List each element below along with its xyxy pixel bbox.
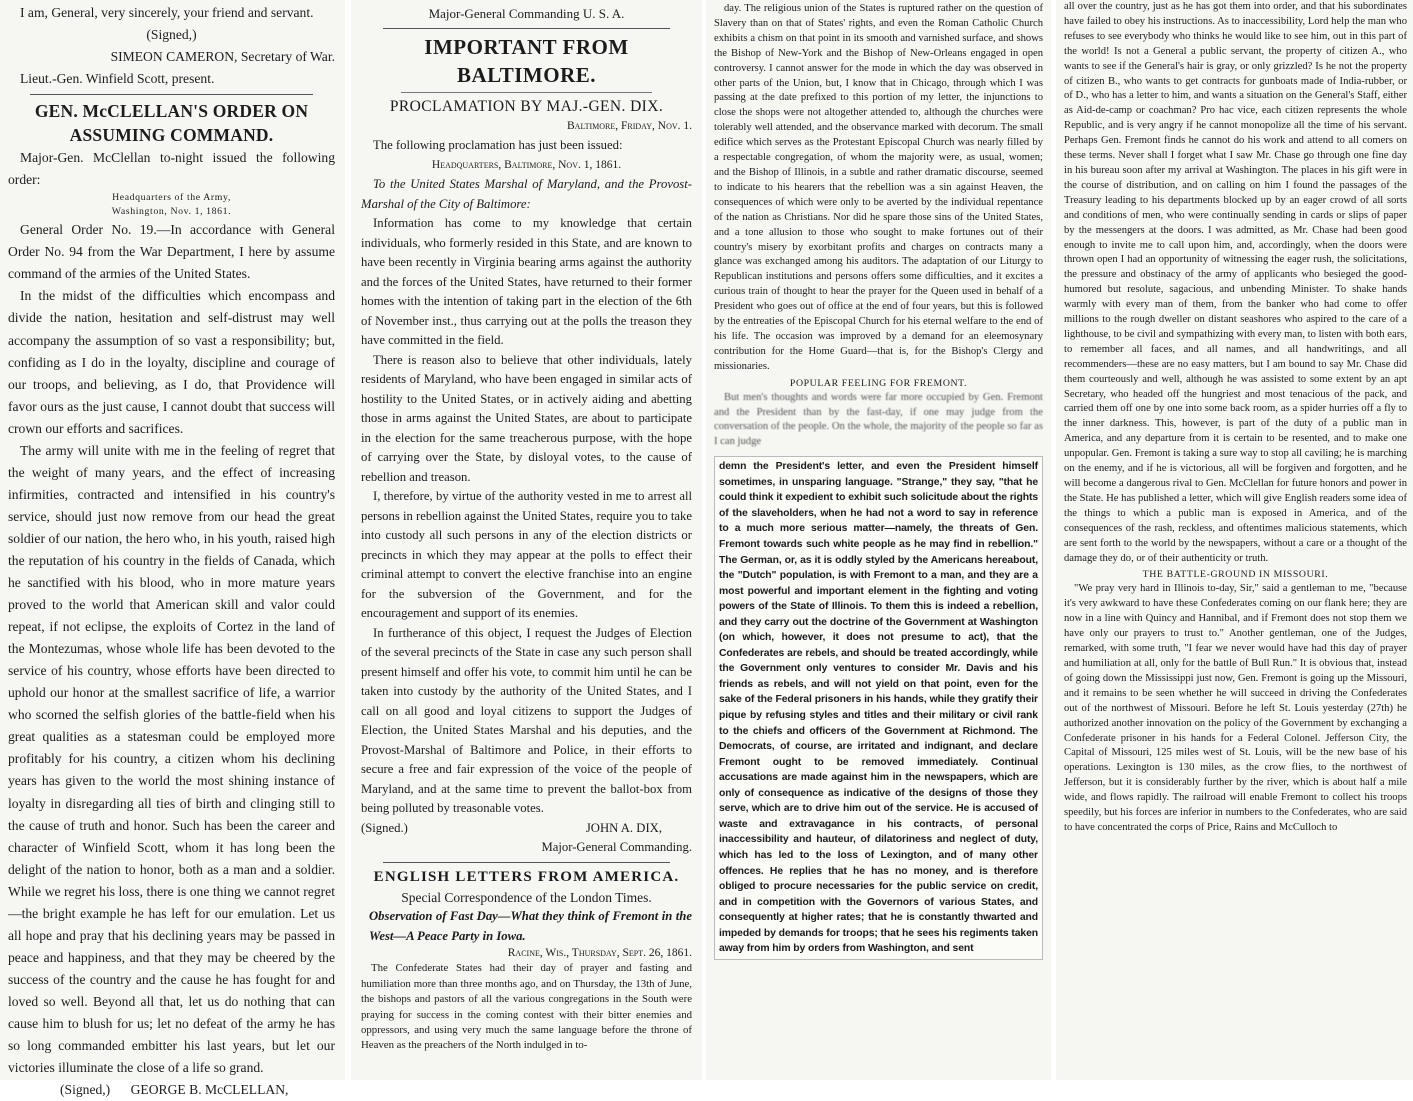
fremont-paragraph: demn the President's letter, and even the President himself sometimes, in unsparing language. "Strange," they say, "that he could think it expedient to exhibit such solicitude about the rights of the slaveholders, when he had not a word to say in reference to a much more serious matter—namely, the threats of Gen. Fremont towards such white people as he may find in rebellion." The German, or, as it is oddly styled by the Americans hereabout, the "Dutch" population, is with Fremont to a man, and they are a most powerful and important element in the fighting and voting powers of the State of Illinois. To them this is indeed a rebellion, and they carry out the doctrine of the Government at Washington (on which, however, it does not presume to act), that the Confederates are rebels, and should be treated accordingly, while the Government only ventures to consider Mr. Davis and his friends as rebels, and will not yield on that point, even for the sake of the Federal prisoners in his hands, while they gratify their pique by refusing styles and titles and their military or civil rank to the chiefs and officers of the Government at Richmond. The Democrats, of course, are irritated and indignant, and declare Fremont ought to be removed immediately. Continual accusations are made against him in the newspapers, which are only of consequence as indicative of the designs of those they serve, which are to drive him out of the service. He is accused of waste and extravagance in his contracts, of personal inaccessibility and hauteur, of dilatoriness and neglect of duty, which has led to the loss of Lexington, and of many other offences. He replies that he has no money, and is therefore obliged to procure necessaries for the public service on credit, and in competition with the Governors of various States, and consequently at higher rates; that he is constantly thwarted and impeded by demands for troops; that he sees his regiments taken away from him by orders from Washington, and sent xyxy=(719,461,1038,955)
mcclellan-order-headline: GEN. McCLELLAN'S ORDER ON ASSUMING COMMAND. xyxy=(34,101,309,146)
section-divider xyxy=(383,862,670,863)
dix-signature xyxy=(361,819,692,839)
column-1 xyxy=(0,0,345,1098)
baltimore-headline: IMPORTANT FROM BALTIMORE. xyxy=(424,34,629,87)
order-paragraph-3: The army will unite with me in the feeling of regret that the weight of many years, and the effect of increasing infirmities, contracted and intensified in his country's service, should just now remove from our head the great soldier of our nation, the hero who, in his youth, raised high the reputation of his country in the fields of Canada, which he sanctified with his blood, who in more mature years proved to the world that American skill and valor could repeat, if not eclipse, the exploits of Cortez in the land of the Montezumas, whose whole life has been devoted to the service of his country, whose efforts have been directed to uphold our honor at the smallest sacrifice of life, a warrior who scorned the selfish glories of the battle-field when his great qualities as a statesman could be employed more profitably for his country, a citizen whom his declining years has given to the world the most shining instance of loyalty in disregarding all ties of birth and clinging still to the cause of truth and honor. Such has been the career and character of Winfield Scott, whom it has long been the delight of the nation to honor, both as a man and a soldier. While we regret his loss, there is one thing we cannot regret—the bright example he has left for our emulation. Let us all hope and pray that his declining years may be passed in peace and happiness, and that they may be cheered by the success of the country and the cause he has fought for and loved so well. Beyond all that, let us do nothing that can cause him to blush for us; let no defeat of the army he has so long commanded embitter his last years, but let our victories illuminate the close of a life so grand. xyxy=(8,442,335,1076)
present-line: Lieut.-Gen. Winfield Scott, present. xyxy=(20,71,215,87)
column-4 xyxy=(1056,0,1413,1080)
hq-army-line1: Headquarters of the Army, xyxy=(112,192,231,204)
order-paragraph-1: General Order No. 19.—In accordance with General Order No. 94 from the War Department, I here by assume command of the armies of the United States. xyxy=(8,222,335,282)
english-letters-headline: ENGLISH LETTERS FROM AMERICA. xyxy=(373,868,680,885)
confederate-fast-paragraph: The Confederate States had their day of prayer and fasting and humiliation more than three months ago, and on Thursday, the 13th of June, the bishops and pastors of all the various congregations in the South were praying for success in the coming contest with their bitter enemies and oppressors, and using very much the same language before the throne of Heaven as the preachers of the North indulged in to- xyxy=(361,962,692,1052)
popular-feeling-subhead: POPULAR FEELING FOR FREMONT. xyxy=(789,377,968,389)
order-intro: Major-Gen. McClellan to-night issued the following order: xyxy=(8,150,335,188)
baltimore-hq-line: Headquarters, Baltimore, Nov. 1, 1861. xyxy=(431,158,622,171)
proclamation-subhead: PROCLAMATION BY MAJ.-GEN. DIX. xyxy=(389,97,664,115)
closing-signature xyxy=(8,1079,335,1101)
dix-signed-label: (Signed.) xyxy=(361,820,408,835)
proclamation-paragraph-2: There is reason also to believe that other individuals, lately residents of Maryland, who have been engaged in similar acts of hostility to the United States, or in actively aiding and abetting those in arms against the United States, are about to participate in the election for the same treacherous purpose, with the hope of carrying over the State, by disloyal votes, to the cause of rebellion and treason. xyxy=(361,352,692,484)
column-3 xyxy=(706,0,1051,1080)
proclamation-paragraph-1: Information has come to my knowledge that certain individuals, who formerly resided in this State, and are known to have been recently in Virginia bearing arms against the authority and the forces of the United States, have returned to their former homes with the intention of taking part in the election of the 6th of November inst., thus carrying out at the polls the treason they have committed in the field. xyxy=(361,216,692,347)
chase-paragraph: all over the country, just as he has got them into order, and that his subordinates have failed to obey his instructions. As to inaccessibility, Lord help the man who refuses to see everybody who thinks he would like to see him, out in this part of the world! Is not a General a public servant, the property of citizen A., who wants to see if the General's hair is gray, or only grizzled? Is he not the property of citizen B., who wants to get contracts for gunboats made of India-rubber, or of D., who has a letter to him, and wants a situation on the General's Staff, either as Aid-de-camp or coachman? Pro hac vice, each citizen represents the whole Republic, and is very angry if he cannot monopolize all the time of his servant. Perhaps Gen. Fremont finds he cannot do his work and attend to all comers on these terms. Never shall I forget what I saw Mr. Chase go through one fine day in his bureau soon after my arrival at Washington. The places in his gift were in the course of distribution, and on calling on him I found the passages of the Treasury leading to his departments blocked up by an eager crowd of all sorts and conditions of men, who were continually sending in cards or slips of paper by the messengers at the doors. I was admitted, as Mr. Chase had been good enough to invite me to call upon him, and, accordingly, when the doors were thrown open I had an opportunity of witnessing the eager rush, the solicitations, the pressure and obstinacy of the army of applicants who besieged the good-humored but resolute, sagacious, and unbending Minister. To shake hands warmly with every man of them, from the banker who had come to offer millions to the rough dweller on distant seashores who aspired to the care of a lighthouse, to be civil and sympathizing with every man, to listen with both ears, to remember all faces, and all names, and all handwritings, and all recommenders—these are no easy matters, but I am bound to say Mr. Chase did them courteously and well, although he was assisted to some extent by an apt Secretary, who headed off the hungriest and most tenacious of the pack, and carried them off one by one into some back room, as a spider hurries off a fly to the inner darkness. This, however, is part of the duty of a public man in America, and any departure from it is certain to be resented, and to make one unpopular. Gen. Fremont is taking a sure way to stop all caviling; he is marching on the enemy, and if he is victorious, all will be forgiven and forgotten, and he will become a dangerous rival to Gen. McClellan for future honors and power in the State. He has published a letter, which will give English readers some idea of the things to which a public man is exposed in America, and of the consequences of the rash, reckless, and oftentimes malicious statements, which are sent forth to the world by the newspapers, without a care or a thought of the damage they do, or of their authenticity or truth. xyxy=(1064,1,1407,564)
section-divider xyxy=(383,28,670,29)
signed-label: (Signed,) xyxy=(146,27,197,43)
proclamation-intro: The following proclamation has just been issued: xyxy=(373,138,623,152)
letter-closing: I am, General, very sincerely, your friend and servant. xyxy=(20,5,314,20)
closing-signer-name: GEORGE B. McCLELLAN, xyxy=(130,1082,289,1098)
closing-signed-label: (Signed,) xyxy=(60,1082,111,1098)
section-divider xyxy=(401,92,652,93)
signer-cameron: SIMEON CAMERON, Secretary of War. xyxy=(110,49,335,65)
proclamation-paragraph-3: I, therefore, by virtue of the authority vested in me to arrest all persons in rebellion against the United States, require you to take into custody all such persons in any of the election districts or precincts in which they may appear at the polls to effect their criminal attempt to convert the elective franchise into an engine for the subversion of the Government, and for the encouragement and support of its enemies. xyxy=(361,489,692,620)
order-paragraph-2: In the midst of the difficulties which encompass and divide the nation, hesitation and self-distrust may well accompany the assumption of so vast a responsibility; but, confiding as I do in the loyalty, discipline and courage of our troops, and believing, as I do, that Providence will favor ours as the just cause, I cannot doubt that success will crown our efforts and sacrifices. xyxy=(8,288,335,436)
column-2 xyxy=(351,0,702,1080)
missouri-subhead: THE BATTLE-GROUND IN MISSOURI. xyxy=(1142,569,1329,581)
dix-title: Major-General Commanding. xyxy=(541,840,692,854)
dix-name: JOHN A. DIX, xyxy=(585,820,662,835)
fremont-clipping xyxy=(714,456,1043,960)
proclamation-address: To the United States Marshal of Maryland, and the Provost-Marshal of the City of Baltimore: xyxy=(361,177,692,211)
popular-feeling-paragraph: But men's thoughts and words were far more occupied by Gen. Fremont and the President than by the fast-day, if one may judge from the conversation of the people. On the whole, the majority of the people so far as I can judge xyxy=(714,391,1043,448)
baltimore-dateline: Baltimore, Friday, Nov. 1. xyxy=(567,119,692,132)
fast-day-subhead: Observation of Fast Day—What they think of Fremont in the West—A Peace Party in Iowa. xyxy=(369,909,692,943)
hq-army-line2: Washington, Nov. 1, 1861. xyxy=(111,206,232,218)
section-divider xyxy=(30,94,313,95)
col2-top-line: Major-General Commanding U. S. A. xyxy=(428,6,625,21)
fast-day-paragraph: day. The religious union of the States is ruptured rather on the question of Slavery than on that of States' rights, and even the Roman Catholic Church exhibits a chism on that point in its smooth and varnished surface, and shows the Bishop of New-York and the Bishop of New-Orleans engaged in open controversy. I cannot answer for the mode in which the day was observed in other parts of the Union, but, I know that in Chicago, through which I was passing at the date prefixed to this portion of my letter, the injunctions to close the shops were not altogether attended to, although the churches were tolerably well attended, and the observance marked with decorum. The small edifice which serves as the Protestant Episcopal Church was nearly filled by a respectable congregation, of whom the majority were, as usual, women; and the Bishop of Illinois, in a subtle and rather dramatic discourse, seemed to indicate to his hearers that the rebellion was a sin against Heaven, the consequences of which were only to be averted by the individual repentance of the nation as Christians. Nor did he spare those sins of the United States, and a tone allusion to those who sought to make fortunes out of their country's misery by exorbitant profits and charges on contracts many a glance was exchanged among his auditors. The adaptation of our Liturgy to Republican institutions and persons offers some difficulties, and it excites a curious train of thought to hear the prayer for the Queen used in behalf of a President who goes out of office at the end of four years, but this is followed by the entreaties of the Episcopal Church for his eternal welfare to the end of his life. The occasion was improved by a demand for an eleemosynary contribution for the Home Guard—that is, for the Bishop's Clergy and missionaries. xyxy=(714,3,1043,372)
london-times-line: Special Correspondence of the London Times. xyxy=(401,889,652,905)
missouri-paragraph: "We pray very hard in Illinois to-day, Sir," said a gentleman to me, "because it's very awkward to have these Confederates coming on our flank here; they are now in a line with Quincy and Hannibal, and if Fremont does not stop them we have only our prayers to trust to." Another gentleman, one of the Judges, remarked, with some truth, "I fear we never would have had this day of prayer and humiliation at all, only for the battle of Bull Run." It is obvious that, instead of going down the Mississippi just now, Gen. Fremont is going up the Missouri, and it remains to be seen whether he will succeed in driving the Confederates out of the northwest of Missouri. Before he left St. Louis yesterday (27th) he authorized another innovation on the policy of the Government by exchanging a Confederate prisoner in his hands for a Federal Colonel. Jefferson City, the Capital of Missouri, 125 miles west of St. Louis, will be the new base of his operations. Lexington is 130 miles, as the crow flies, to the northwest of Jefferson, but it is considerably further by the river, which is about half a mile wide, and flows rapidly. The railroad will enable Fremont to collect his troops speedily, but his forces are inferior in numbers to the Confederates, who are said to have concentrated the corps of Price, Rains and McCulloch to xyxy=(1064,583,1407,833)
proclamation-paragraph-4: In furtherance of this object, I request the Judges of Election of the several precincts of the State in case any such person shall present himself and offer his vote, to commit him until he can be taken into custody by the authority of the United States, and I call on all good and loyal citizens to support the Judges of Election, the United States Marshal and his deputies, and the Provost-Marshal of Baltimore and Police, in their efforts to secure a free and fair expression of the voice of the people of Maryland, and at the same time to prevent the ballot-box from being polluted by treasonable votes. xyxy=(361,625,692,815)
racine-dateline: Racine, Wis., Thursday, Sept. 26, 1861. xyxy=(507,947,692,959)
